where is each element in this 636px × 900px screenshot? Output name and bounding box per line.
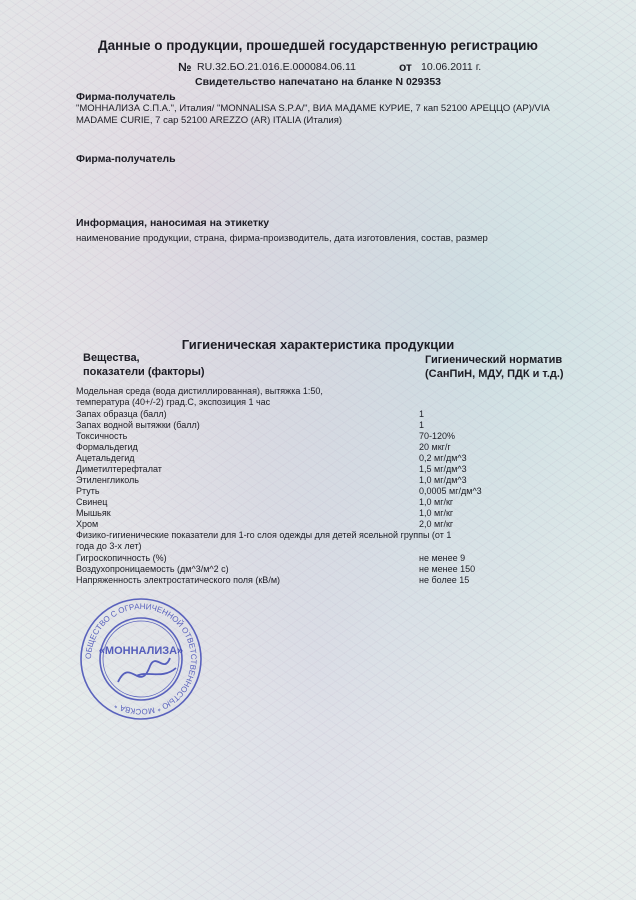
svg-text:ОБЩЕСТВО С ОГРАНИЧЕННОЙ ОТВЕТС [84, 602, 198, 716]
row-name: Ртуть [76, 486, 100, 496]
table-row [76, 420, 425, 431]
substances-header-line-1: Вещества, [83, 352, 140, 364]
row-name: Мышьяк [76, 508, 111, 518]
firm-text: "МОННАЛИЗА С.П.А.", Италия/ "MONNALISA S.P.A/", ВИА МАДАМЕ КУРИЕ, 7 кап 52100 АРЕЦЦО (АР)/VIA MADAME CURIE, 7 cap 52100 AREZZO (AR) ITALIA (Италия) [76, 103, 550, 126]
substances-column-header [83, 351, 205, 379]
table-row [76, 464, 467, 475]
table-row [76, 397, 270, 408]
norm-header-line-2: (СанПиН, МДУ, ПДК и т.д.) [425, 368, 564, 380]
row-name: Физико-гигиенические показатели для 1-го слоя одежды для детей ясельной группы (от 1 года до 3-х лет) [76, 530, 452, 551]
table-row [76, 442, 451, 453]
row-name: Гигроскопичность (%) [76, 553, 167, 563]
table-row [76, 409, 425, 420]
row-name: Модельная среда (вода дистиллированная), вытяжка 1:50, [76, 386, 323, 396]
firm-label: Фирма-получатель [76, 91, 176, 103]
document-title: Данные о продукции, прошедшей государственную регистрацию [98, 38, 538, 53]
row-value: не менее 9 [419, 553, 466, 563]
row-value: не менее 150 [419, 564, 476, 574]
table-row [76, 508, 454, 519]
row-value: 1,0 мг/кг [419, 508, 454, 518]
stamp-seal-icon [78, 596, 204, 722]
row-value: 70-120% [419, 431, 456, 441]
table-row [76, 386, 323, 397]
row-name: температура (40+/-2) град.С, экспозиция 1 час [76, 397, 271, 407]
row-value: 2,0 мг/кг [419, 519, 454, 529]
table-row [76, 553, 466, 564]
registration-date-label: от [399, 60, 412, 74]
blank-number-line: Свидетельство напечатано на бланке N 029353 [194, 76, 441, 88]
stamp-outer-text: ОБЩЕСТВО С ОГРАНИЧЕННОЙ ОТВЕТСТВЕННОСТЬЮ * МОСКВА * [83, 601, 199, 717]
registration-number-label: № [178, 60, 192, 74]
label-info-text: наименование продукции, страна, фирма-производитель, дата изготовления, состав, размер [76, 233, 488, 244]
table-row [76, 486, 482, 497]
row-name: Запах водной вытяжки (балл) [76, 420, 200, 430]
row-value: не более 15 [419, 575, 470, 585]
table-row [76, 497, 454, 508]
row-name: Формальдегид [76, 442, 138, 452]
stamp-brand: «МОННАЛИЗА» [98, 645, 184, 657]
row-name: Токсичность [76, 431, 128, 441]
row-value: 0,0005 мг/дм^3 [419, 486, 482, 496]
row-name: Этиленгликоль [76, 475, 139, 485]
registration-number: RU.32.БО.21.016.Е.000084.06.11 [197, 61, 356, 73]
table-row [76, 431, 456, 442]
signature-icon [118, 658, 176, 682]
recipient-label: Фирма-получатель [76, 153, 176, 165]
row-name: Свинец [76, 497, 108, 507]
table-row [76, 575, 470, 586]
hygiene-title: Гигиеническая характеристика продукции [181, 337, 455, 352]
row-value: 20 мкг/г [419, 442, 451, 452]
row-name: Воздухопроницаемость (дм^3/м^2 с) [76, 564, 229, 574]
row-value: 1,5 мг/дм^3 [419, 464, 467, 474]
norm-header-line-1: Гигиенический норматив [425, 354, 563, 366]
table-row [76, 519, 454, 530]
table-row [76, 453, 467, 464]
row-name: Хром [76, 519, 99, 529]
table-row [76, 530, 456, 552]
registration-date: 10.06.2011 г. [421, 61, 482, 73]
row-value: 1 [419, 409, 425, 419]
table-row [76, 564, 476, 575]
row-name: Запах образца (балл) [76, 409, 167, 419]
row-value: 0,2 мг/дм^3 [419, 453, 467, 463]
norm-column-header [425, 353, 564, 381]
label-info-heading: Информация, наносимая на этикетку [76, 217, 270, 229]
row-name: Напряженность электростатического поля (кВ/м) [76, 575, 280, 585]
substances-header-line-2: показатели (факторы) [83, 366, 205, 378]
row-value: 1,0 мг/кг [419, 497, 454, 507]
row-name: Ацетальдегид [76, 453, 135, 463]
table-row [76, 475, 467, 486]
row-value: 1,0 мг/дм^3 [419, 475, 467, 485]
company-stamp [78, 596, 204, 727]
row-value: 1 [419, 420, 425, 430]
row-name: Диметилтерефталат [76, 464, 162, 474]
